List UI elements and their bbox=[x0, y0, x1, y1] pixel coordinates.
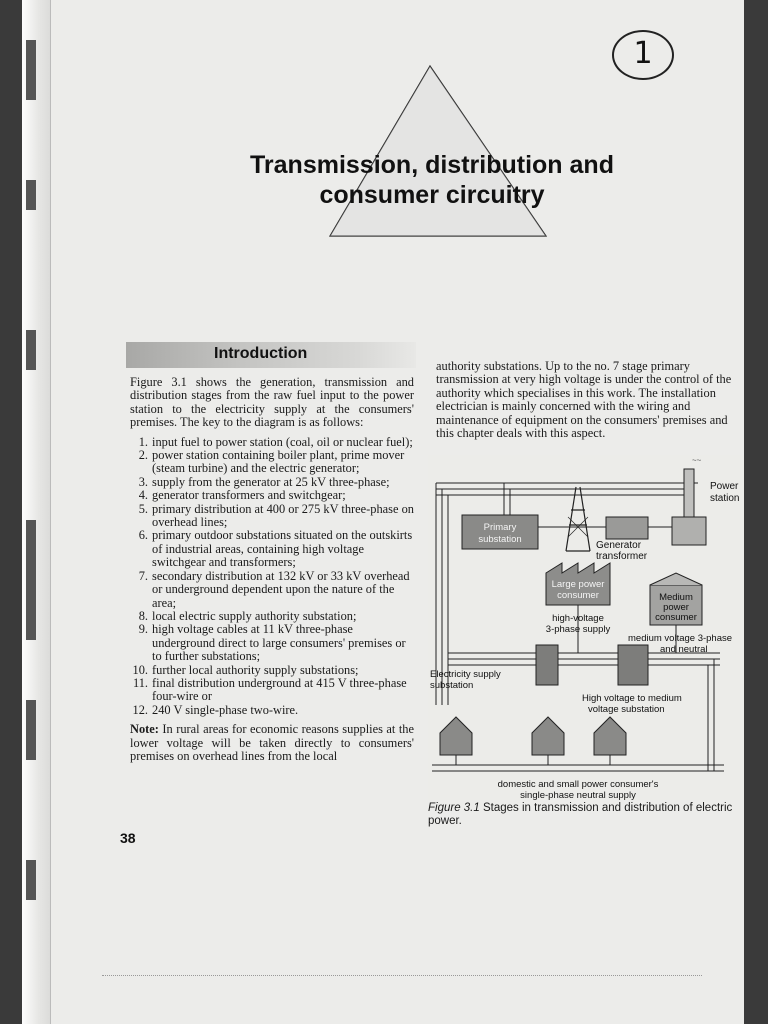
label-medium-power-consumer-2: power bbox=[663, 602, 689, 613]
rural-note bbox=[130, 723, 414, 763]
list-item: 1. input fuel to power station (coal, oil or nuclear fuel); bbox=[138, 434, 413, 449]
label-power-station-1: Power bbox=[710, 481, 739, 492]
list-item: 2. power station containing boiler plant, prime mover (steam turbine) and the electric generator; bbox=[138, 448, 405, 476]
label-electricity-supply-substation-1: Electricity supply bbox=[430, 669, 501, 680]
binding-mark bbox=[26, 520, 36, 640]
label-hv-to-mv-substation-2: voltage substation bbox=[588, 704, 665, 715]
binding-mark bbox=[26, 40, 36, 100]
label-medium-power-consumer-1: Medium bbox=[659, 592, 693, 603]
page-number: 38 bbox=[120, 830, 136, 846]
handwritten-page-mark: 1 bbox=[612, 30, 674, 80]
label-large-power-consumer-2: consumer bbox=[557, 590, 599, 601]
label-electricity-supply-substation-2: substation bbox=[430, 680, 474, 691]
label-generator-transformer-1: Generator bbox=[596, 540, 642, 551]
label-medium-power-consumer-3: consumer bbox=[655, 612, 697, 623]
list-item: 6. primary outdoor substations situated on the outskirts of industrial areas, containing high voltage switchgear and transformers; bbox=[138, 528, 413, 570]
figure-3-1-diagram bbox=[428, 455, 744, 800]
label-domestic-supply-2: single-phase neutral supply bbox=[520, 790, 636, 800]
label-medium-voltage-2: and neutral bbox=[660, 644, 708, 655]
label-hv-3phase-2: 3-phase supply bbox=[545, 624, 611, 635]
svg-text:~~: ~~ bbox=[692, 456, 702, 465]
list-item: 12. 240 V single-phase two-wire. bbox=[132, 702, 299, 717]
binding-mark bbox=[26, 700, 36, 760]
note-text: In rural areas for economic reasons supplies at the lower voltage will be taken directly to consumers' premises on overhead lines from the local bbox=[130, 722, 414, 763]
right-column-paragraph: authority substations. Up to the no. 7 stage primary transmission at very high voltage is under the control of the authority which specialises in this work. The installation electrician is mainly concerned with the wiring and maintenance of equipment on the consumers' premises and this chapter deals with this aspect. bbox=[436, 359, 732, 441]
label-generator-transformer-2: transformer bbox=[596, 551, 648, 562]
list-item: 4. generator transformers and switchgear; bbox=[138, 488, 346, 503]
binding-mark bbox=[26, 330, 36, 370]
binding-mark bbox=[26, 180, 36, 210]
label-primary-substation-1: Primary bbox=[483, 522, 517, 533]
caption-label: Figure 3.1 bbox=[428, 802, 480, 814]
list-item: 5. primary distribution at 400 or 275 kV three-phase on overhead lines; bbox=[138, 501, 414, 530]
left-column bbox=[130, 376, 414, 763]
label-hv-to-mv-substation-1: High voltage to medium bbox=[582, 693, 682, 704]
figure-caption bbox=[428, 802, 744, 828]
caption-text: Stages in transmission and distribution of electric power. bbox=[428, 802, 733, 827]
list-item: 3. supply from the generator at 25 kV three-phase; bbox=[138, 474, 390, 489]
note-label: Note: bbox=[130, 722, 159, 737]
chapter-title: Transmission, distribution and consumer circuitry bbox=[250, 151, 614, 209]
page-binding-edge bbox=[22, 0, 51, 1024]
intro-paragraph: Figure 3.1 shows the generation, transmission and distribution stages from the raw fuel input to the power station to the electricity supply at the consumers' premises. The key to the diagram is as follows: bbox=[130, 375, 414, 430]
label-hv-3phase-1: high-voltage bbox=[552, 613, 604, 624]
label-medium-voltage-1: medium voltage 3-phase bbox=[628, 633, 733, 644]
page-bottom-edge bbox=[102, 975, 702, 976]
diagram-key-list bbox=[130, 436, 414, 718]
list-item: 9. high voltage cables at 11 kV three-phase underground direct to large consumers' premises or to further substations; bbox=[138, 622, 406, 664]
list-item: 8. local electric supply authority substation; bbox=[138, 608, 357, 623]
label-primary-substation-2: substation bbox=[478, 534, 522, 545]
list-item: 7. secondary distribution at 132 kV or 33 kV overhead or underground dependent upon the nature of the area; bbox=[138, 568, 410, 610]
intro-heading: Introduction bbox=[214, 345, 308, 362]
list-item: 10. further local authority supply substations; bbox=[132, 662, 359, 677]
label-large-power-consumer-1: Large power bbox=[551, 579, 605, 590]
label-power-station-2: station bbox=[710, 493, 740, 504]
binding-mark bbox=[26, 860, 36, 900]
list-item: 11. final distribution underground at 415 V three-phase four-wire or bbox=[132, 675, 407, 704]
book-page bbox=[22, 0, 744, 1024]
label-domestic-supply-1: domestic and small power consumer's bbox=[497, 779, 659, 790]
